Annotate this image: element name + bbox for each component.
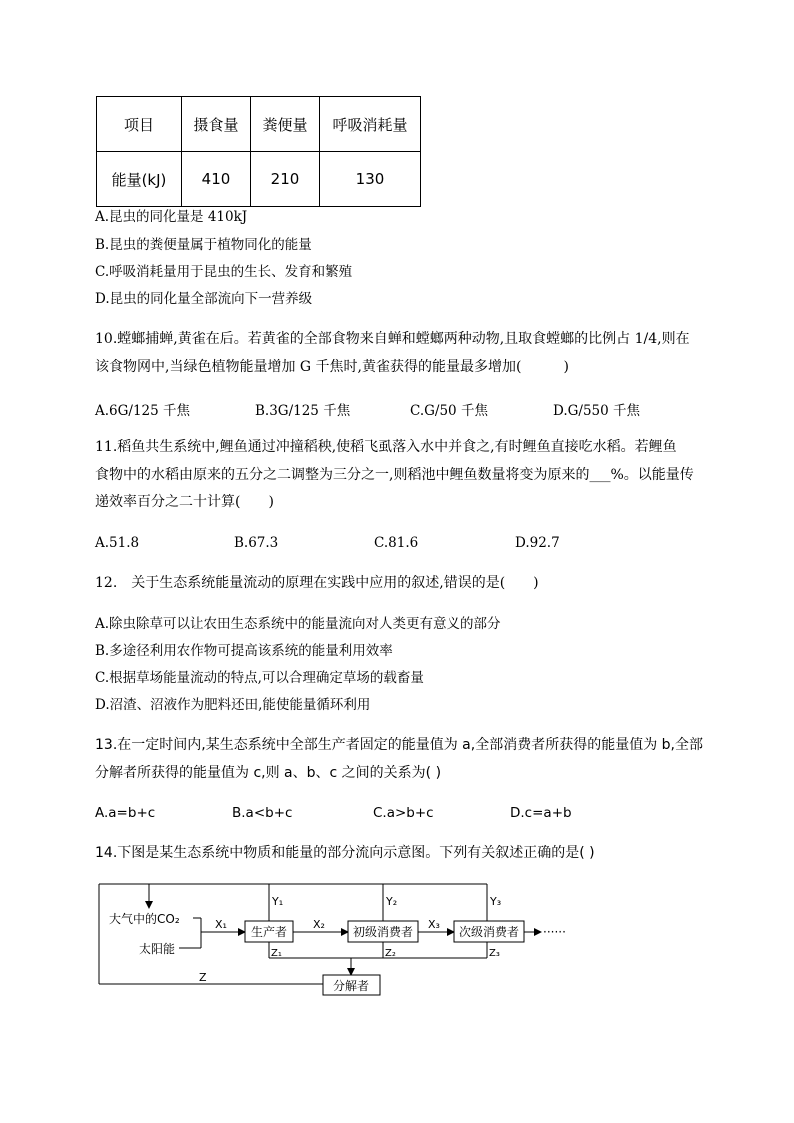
q9-option-a: A.昆虫的同化量是 410kJ (95, 209, 248, 225)
q10-stem-line2: 该食物网中,当绿色植物能量增加 G 千焦时,黄雀获得的能量最多增加( ) (95, 359, 569, 375)
table-row (97, 152, 421, 207)
q12-option-c: C.根据草场能量流动的特点,可以合理确定草场的载畜量 (95, 670, 424, 686)
q13-option-a: A.a=b+c (95, 805, 156, 821)
label-x1: X₁ (215, 918, 227, 931)
q9-option-b: B.昆虫的粪便量属于植物同化的能量 (95, 237, 312, 253)
table-cell: 410 (182, 152, 251, 207)
label-co2: 大气中的CO₂ (109, 912, 180, 926)
label-producer: 生产者 (250, 925, 288, 939)
q10-option-a: A.6G/125 千焦 (95, 403, 191, 419)
q11-option-c: C.81.6 (374, 535, 419, 551)
q13-option-b: B.a<b+c (232, 805, 293, 821)
q10-option-b: B.3G/125 千焦 (255, 403, 351, 419)
table-header-cell: 摄食量 (182, 97, 251, 152)
table-cell: 210 (251, 152, 320, 207)
label-z3: Z₃ (489, 948, 500, 959)
q10-stem-line1: 10.螳螂捕蝉,黄雀在后。若黄雀的全部食物来自蝉和螳螂两种动物,且取食螳螂的比例占 1/4,则在 (95, 331, 690, 347)
q12-option-d: D.沼渣、沼液作为肥料还田,能使能量循环利用 (95, 697, 371, 713)
q14-stem: 14.下图是某生态系统中物质和能量的部分流向示意图。下列有关叙述正确的是( ) (95, 845, 595, 861)
q13-stem-line2: 分解者所获得的能量值为 c,则 a、b、c 之间的关系为( ) (95, 765, 442, 781)
q10-option-c: C.G/50 千焦 (410, 403, 488, 419)
label-z2: Z₂ (385, 948, 396, 959)
q12-option-b: B.多途径利用农作物可提高该系统的能量利用效率 (95, 643, 393, 659)
q13-option-d: D.c=a+b (510, 805, 572, 821)
q9-option-c: C.呼吸消耗量用于昆虫的生长、发育和繁殖 (95, 264, 353, 280)
q11-option-b: B.67.3 (234, 535, 279, 551)
q12-stem: 12. 关于生态系统能量流动的原理在实践中应用的叙述,错误的是( ) (95, 575, 539, 591)
label-x2: X₂ (313, 918, 325, 931)
label-sun: 太阳能 (139, 942, 176, 956)
q11-stem-line2: 食物中的水稻由原来的五分之二调整为三分之一,则稻池中鲤鱼数量将变为原来的___%。以能量传 (95, 467, 694, 483)
q11-stem-line3: 递效率百分之二十计算( ) (95, 494, 274, 510)
label-y1: Y₁ (272, 895, 284, 908)
table-cell: 130 (320, 152, 421, 207)
q12-option-a: A.除虫除草可以让农田生态系统中的能量流向对人类更有意义的部分 (95, 616, 501, 632)
q11-option-d: D.92.7 (515, 535, 560, 551)
energy-table (96, 96, 421, 207)
label-z1: Z₁ (271, 948, 282, 959)
label-dots: ······ (543, 925, 566, 939)
q11-option-a: A.51.8 (95, 535, 140, 551)
q10-option-d: D.G/550 千焦 (553, 403, 641, 419)
table-header-cell: 项目 (97, 97, 182, 152)
table-header-cell: 呼吸消耗量 (320, 97, 421, 152)
label-y2: Y₂ (386, 895, 398, 908)
label-decomposer: 分解者 (332, 979, 370, 993)
table-header-cell: 粪便量 (251, 97, 320, 152)
label-y3: Y₃ (490, 895, 502, 908)
q13-option-c: C.a>b+c (373, 805, 434, 821)
label-z: Z (199, 971, 207, 984)
label-primary: 初级消费者 (352, 925, 414, 939)
table-header-row (97, 97, 421, 152)
q11-stem-line1: 11.稻鱼共生系统中,鲤鱼通过冲撞稻秧,使稻飞虱落入水中并食之,有时鲤鱼直接吃水稻。若鲤鱼 (95, 439, 677, 455)
q13-stem-line1: 13.在一定时间内,某生态系统中全部生产者固定的能量值为 a,全部消费者所获得的能量值为 b,全部 (95, 737, 703, 753)
q9-option-d: D.昆虫的同化量全部流向下一营养级 (95, 291, 313, 307)
energy-flow-diagram (95, 880, 615, 1000)
label-secondary: 次级消费者 (458, 925, 520, 939)
table-cell: 能量(kJ) (97, 152, 182, 207)
label-x3: X₃ (428, 918, 440, 931)
